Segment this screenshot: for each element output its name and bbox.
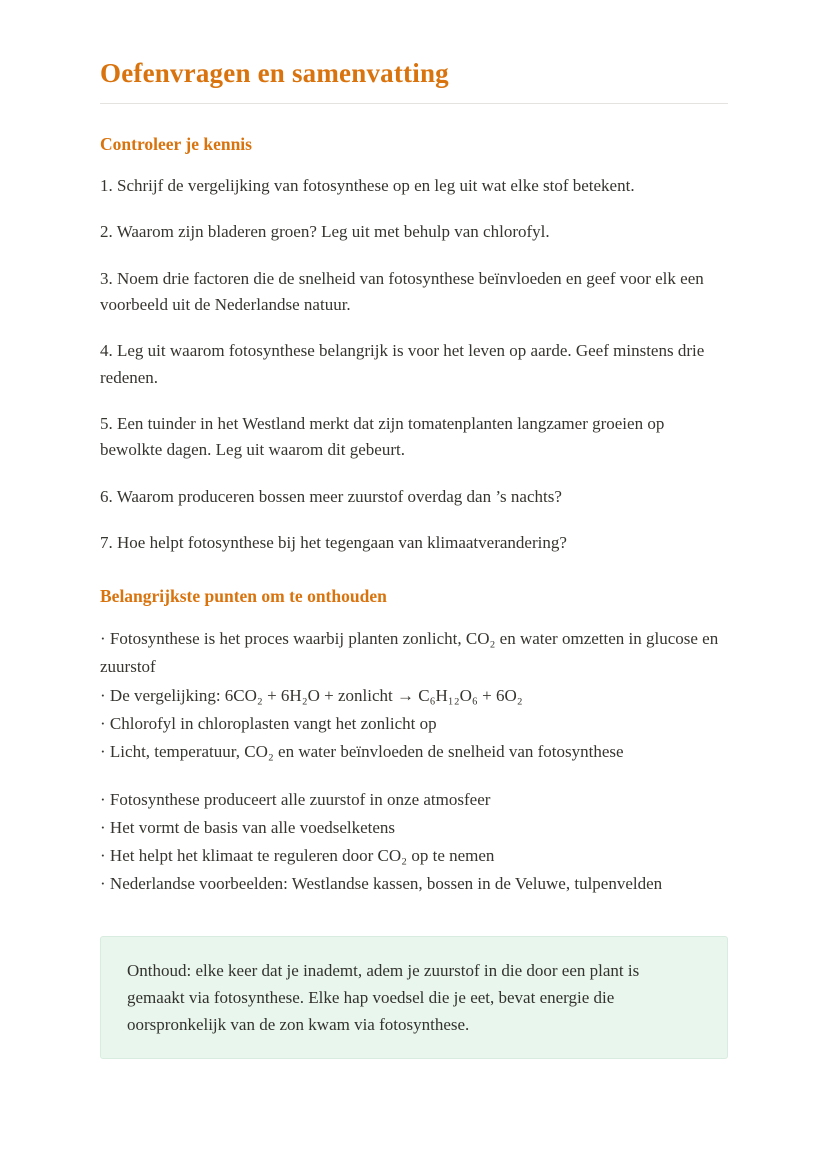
- reminder-callout: [100, 936, 728, 1060]
- list-item: · Licht, temperatuur, CO₂ en water beïnvloeden de snelheid van fotosynthese: [100, 741, 624, 761]
- question-1: 1. Schrijf de vergelijking van fotosynthese op en leg uit wat elke stof betekent.: [100, 176, 635, 195]
- page-title: Oefenvragen en samenvatting: [100, 58, 449, 88]
- document-page: [100, 0, 728, 1119]
- reminder-callout-text: Onthoud: elke keer dat je inademt, adem je zuurstof in die door een plant is gemaakt via fotosynthese. Elke hap voedsel die je eet, bevat energie die oorspronkelijk van de zon kwam via fotosynthese.: [127, 960, 640, 1035]
- section-heading-controleer-je-kennis: Controleer je kennis: [100, 134, 252, 154]
- list-item: · Chlorofyl in chloroplasten vangt het zonlicht op: [100, 713, 437, 733]
- list-item: · Nederlandse voorbeelden: Westlandse kassen, bossen in de Veluwe, tulpenvelden: [100, 873, 663, 893]
- list-item: · Fotosynthese is het proces waarbij planten zonlicht, CO₂ en water omzetten in glucose en zuurstof: [100, 629, 719, 677]
- list-item: · Het vormt de basis van alle voedselketens: [100, 817, 396, 837]
- bullet-list-summary-2: [100, 786, 728, 898]
- question-6: 6. Waarom produceren bossen meer zuurstof overdag dan ’s nachts?: [100, 486, 562, 506]
- list-item: · Het helpt het klimaat te reguleren door CO₂ op te nemen: [100, 845, 495, 865]
- list-item: · Fotosynthese produceert alle zuurstof in onze atmosfeer: [100, 789, 491, 809]
- bullet-list-summary-1: [100, 625, 728, 765]
- question-5: 5. Een tuinder in het Westland merkt dat zijn tomatenplanten langzamer groeien op bewolkte dagen. Leg uit waarom dit gebeurt.: [100, 414, 665, 460]
- question-7: 7. Hoe helpt fotosynthese bij het tegengaan van klimaatverandering?: [100, 533, 567, 553]
- question-2: 2. Waarom zijn bladeren groen? Leg uit met behulp van chlorofyl.: [100, 222, 550, 242]
- title-divider: [100, 103, 728, 104]
- list-item: · De vergelijking: 6CO₂ + 6H₂O + zonlicht → C₆H₁₂O₆ + 6O₂: [100, 685, 523, 705]
- question-3: 3. Noem drie factoren die de snelheid van fotosynthese beïnvloeden en geef voor elk een voorbeeld uit de Nederlandse natuur.: [100, 268, 704, 315]
- section-heading-belangrijkste-punten: Belangrijkste punten om te onthouden: [100, 586, 387, 607]
- question-4: 4. Leg uit waarom fotosynthese belangrijk is voor het leven op aarde. Geef minstens drie redenen.: [100, 341, 705, 387]
